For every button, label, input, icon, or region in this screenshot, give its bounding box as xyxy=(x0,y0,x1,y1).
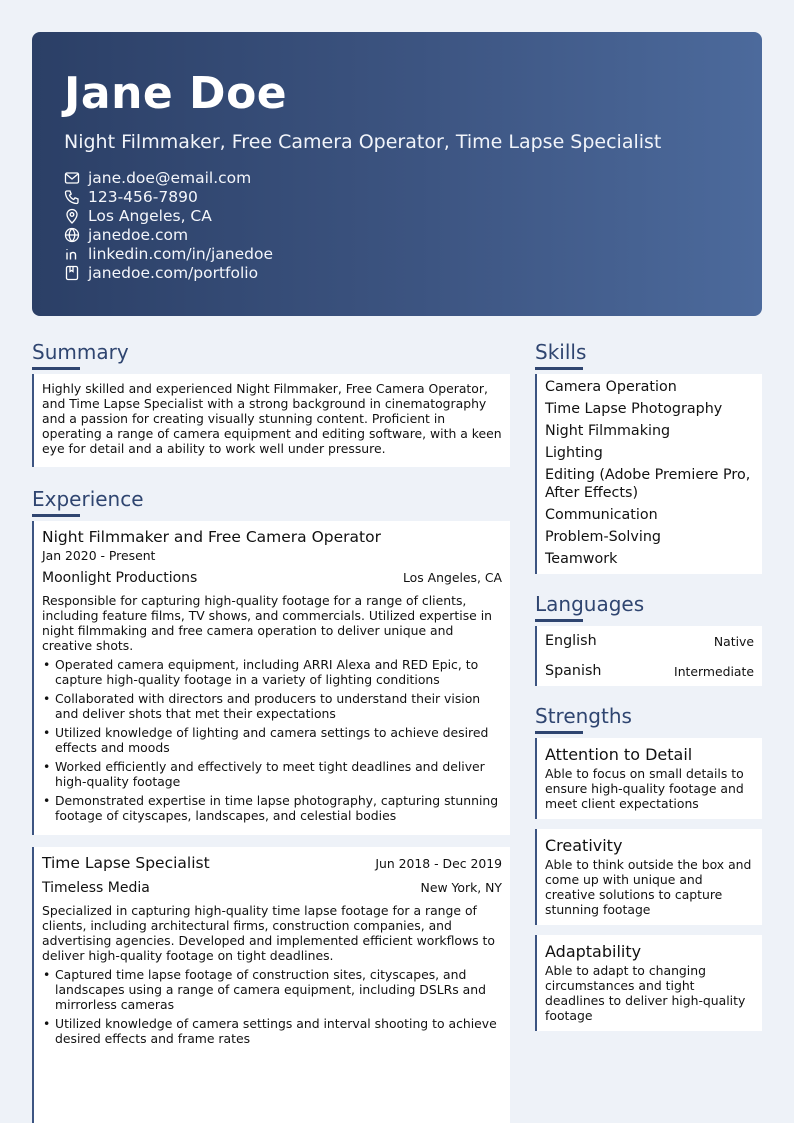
strength-item xyxy=(535,935,762,1031)
languages-section xyxy=(535,590,762,686)
strength-title: Creativity xyxy=(545,836,623,855)
main-column xyxy=(32,338,510,1123)
strengths-heading: Strengths xyxy=(535,704,632,728)
language-item xyxy=(545,626,754,656)
contact-list xyxy=(64,168,730,282)
job-bullet: • Utilized knowledge of lighting and camera settings to achieve desired effects and moods xyxy=(42,725,502,755)
job-date: Jan 2020 - Present xyxy=(42,548,156,563)
skill-item: Night Filmmaking xyxy=(545,423,671,439)
job-location: Los Angeles, CA xyxy=(402,570,502,585)
candidate-name: Jane Doe xyxy=(64,68,288,119)
skills-list xyxy=(535,374,762,574)
skill-item: Time Lapse Photography xyxy=(545,401,723,417)
job-company: Moonlight Productions xyxy=(42,570,198,586)
skills-underline xyxy=(535,367,583,370)
contact-email[interactable] xyxy=(64,168,730,187)
skill-item: Teamwork xyxy=(545,551,618,567)
strength-item xyxy=(535,738,762,819)
language-level: Native xyxy=(713,633,754,649)
candidate-headline: Night Filmmaker, Free Camera Operator, Time Lapse Specialist xyxy=(64,131,662,153)
job-bullet: • Operated camera equipment, including ARRI Alexa and RED Epic, to capture high-quality footage in a variety of lighting conditions xyxy=(42,657,502,687)
skills-section xyxy=(535,338,762,574)
strength-description: Able to focus on small details to ensure high-quality footage and meet client expectations xyxy=(545,766,744,811)
job-bullets xyxy=(42,967,502,1046)
languages-list xyxy=(535,626,762,686)
email-icon xyxy=(64,170,80,186)
experience-underline xyxy=(32,514,80,517)
skill-item: Editing (Adobe Premiere Pro, After Effects) xyxy=(545,467,751,501)
job-bullet: • Worked efficiently and effectively to meet tight deadlines and deliver high-quality footage xyxy=(42,759,502,789)
linkedin-icon xyxy=(64,246,80,262)
job-description: Specialized in capturing high-quality time lapse footage for a range of clients, including architectural firms, construction companies, and advertising agencies. Developed and implemented efficient workflows to deliver high-quality footage on tight deadlines. xyxy=(42,903,495,963)
globe-icon xyxy=(64,227,80,243)
side-column xyxy=(535,338,762,1041)
summary-text: Highly skilled and experienced Night Filmmaker, Free Camera Operator, and Time Lapse Specialist with a strong background in cinematography and a passion for creating visually stunning content. Proficient in operating a range of camera equipment and editing software, with a keen eye for detail and a ability to work well under pressure. xyxy=(32,374,510,467)
languages-heading: Languages xyxy=(535,592,645,616)
job-bullet: • Collaborated with directors and producers to understand their vision and deliver shots that met their expectations xyxy=(42,691,502,721)
contact-phone[interactable] xyxy=(64,187,730,206)
contact-phone-text: 123-456-7890 xyxy=(88,187,198,206)
strengths-underline xyxy=(535,731,583,734)
strength-title: Adaptability xyxy=(545,942,642,961)
portfolio-icon xyxy=(64,265,80,281)
contact-location-text: Los Angeles, CA xyxy=(88,206,212,225)
phone-icon xyxy=(64,189,80,205)
contact-email-text: jane.doe@email.com xyxy=(88,168,252,187)
summary-heading: Summary xyxy=(32,340,129,364)
resume-header xyxy=(32,32,762,316)
skill-item: Communication xyxy=(545,507,658,523)
strength-item xyxy=(535,829,762,925)
languages-underline xyxy=(535,619,583,622)
contact-portfolio-text: janedoe.com/portfolio xyxy=(88,263,259,282)
skills-heading: Skills xyxy=(535,340,587,364)
skill-item: Problem-Solving xyxy=(545,529,661,545)
job-description: Responsible for capturing high-quality footage for a range of clients, including feature films, TV shows, and commercials. Utilized expertise in night filmmaking and free camera operation to deliver unique and creative shots. xyxy=(42,593,493,653)
summary-underline xyxy=(32,367,80,370)
contact-website-text: janedoe.com xyxy=(88,225,189,244)
job-date: Jun 2018 - Dec 2019 xyxy=(375,856,502,871)
experience-heading: Experience xyxy=(32,487,144,511)
experience-item xyxy=(32,521,510,835)
skill-item: Lighting xyxy=(545,445,603,461)
language-name: Spanish xyxy=(545,663,602,679)
job-title: Night Filmmaker and Free Camera Operator xyxy=(42,528,381,546)
job-bullet: • Captured time lapse footage of construction sites, cityscapes, and landscapes using a range of camera equipment, including DSLRs and mirrorless cameras xyxy=(42,967,502,1012)
job-bullets xyxy=(42,657,502,823)
job-company: Timeless Media xyxy=(42,880,150,896)
job-bullet: • Demonstrated expertise in time lapse photography, capturing stunning footage of cityscapes, landscapes, and celestial bodies xyxy=(42,793,502,823)
strength-description: Able to think outside the box and come up with unique and creative solutions to capture stunning footage xyxy=(545,857,752,917)
skill-item: Camera Operation xyxy=(545,379,677,395)
contact-website[interactable] xyxy=(64,225,730,244)
contact-linkedin[interactable] xyxy=(64,244,730,263)
experience-item xyxy=(32,847,510,1123)
strength-description: Able to adapt to changing circumstances and tight deadlines to deliver high-quality footage xyxy=(545,963,746,1023)
language-level: Intermediate xyxy=(674,663,754,679)
summary-section xyxy=(32,338,510,467)
language-name: English xyxy=(545,633,597,649)
job-title: Time Lapse Specialist xyxy=(42,854,210,872)
contact-linkedin-text: linkedin.com/in/janedoe xyxy=(88,244,273,263)
contact-portfolio[interactable] xyxy=(64,263,730,282)
strength-title: Attention to Detail xyxy=(545,745,693,764)
job-bullet: • Utilized knowledge of camera settings and interval shooting to achieve desired effects and frame rates xyxy=(42,1016,502,1046)
location-icon xyxy=(64,208,80,224)
language-item xyxy=(545,656,754,686)
strengths-section xyxy=(535,702,762,1031)
experience-section xyxy=(32,485,510,1123)
job-location: New York, NY xyxy=(420,880,502,895)
contact-location xyxy=(64,206,730,225)
